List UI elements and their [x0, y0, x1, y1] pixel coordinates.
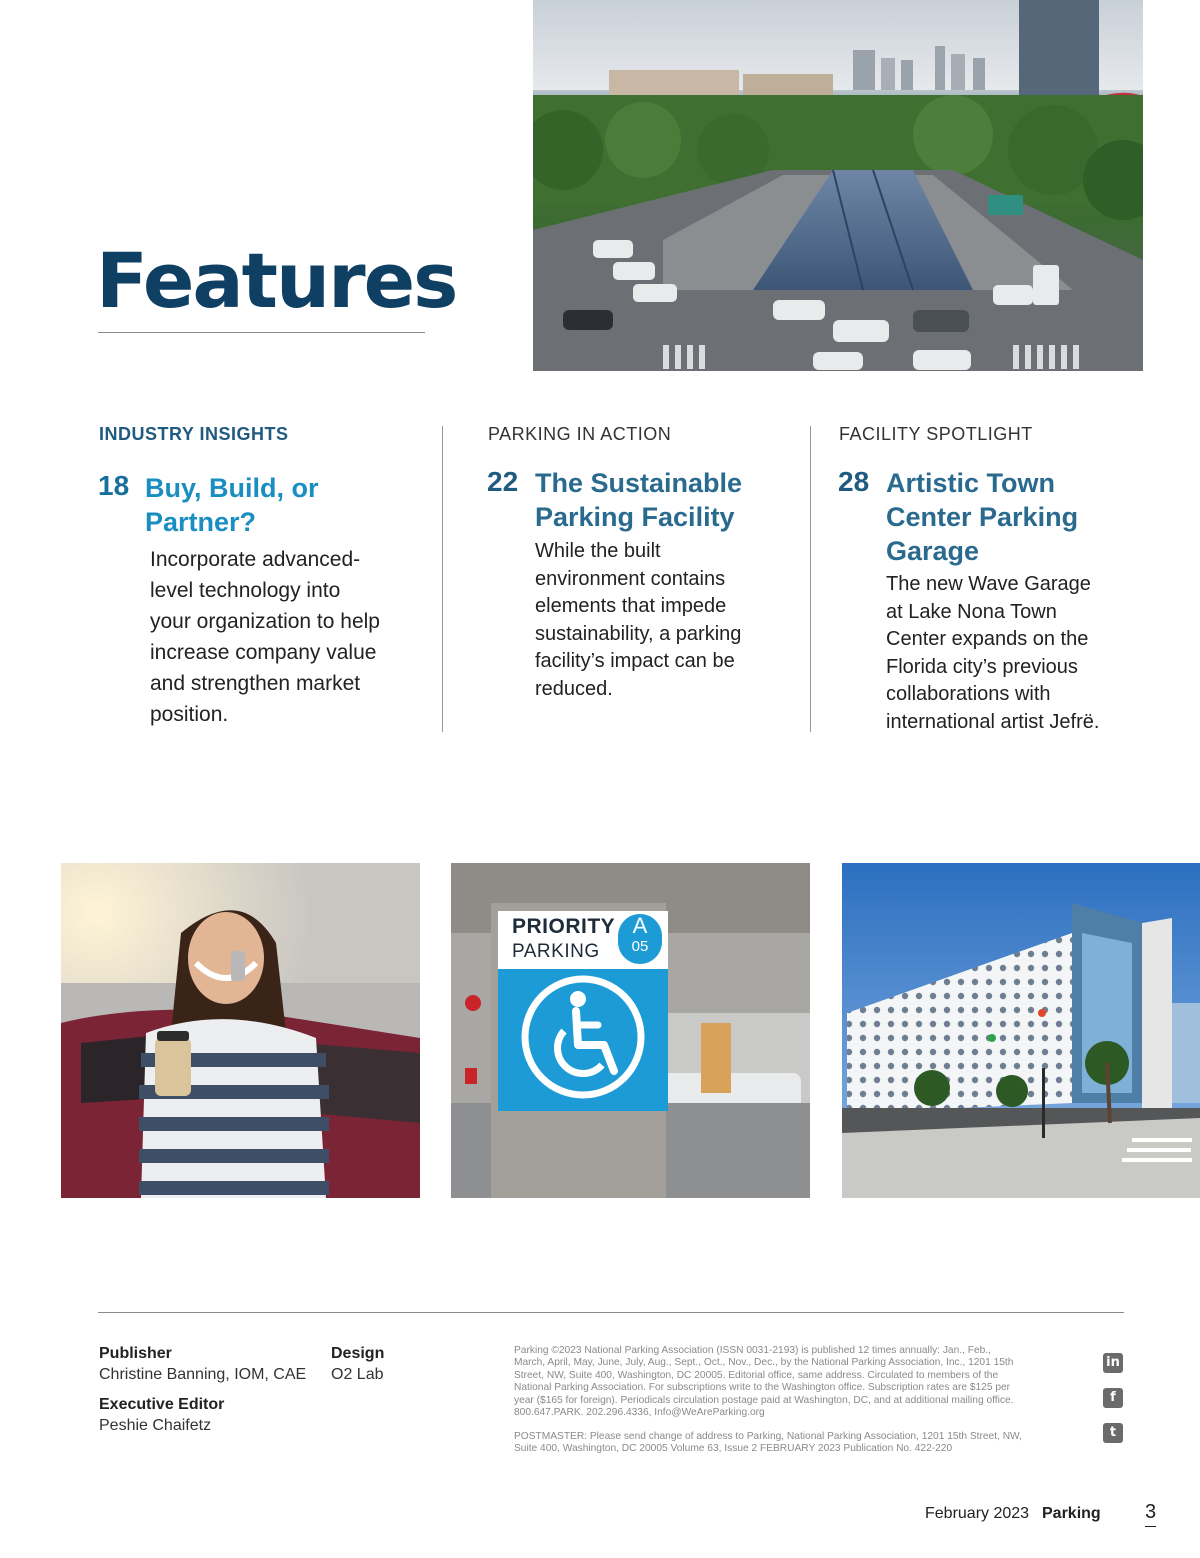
description-line: While the built [535, 540, 661, 562]
legal-line: year ($165 for foreign). Periodicals circulation postage paid at Washington, DC, and at additional mailing office. [514, 1394, 1014, 1406]
postmaster-notice [514, 1431, 1084, 1456]
photo-artistic-garage [842, 863, 1200, 1198]
page-number: 3 [1145, 1501, 1156, 1527]
sign-badge-number: 05 [631, 938, 649, 955]
article-page-number: 22 [487, 466, 519, 497]
description-line: increase company value [150, 641, 377, 664]
footer-divider [98, 1312, 1124, 1313]
description-line: position. [150, 703, 229, 726]
article-page-number: 28 [838, 466, 870, 497]
article-page-number: 18 [98, 470, 130, 501]
sign-badge [618, 914, 662, 964]
title-divider [98, 332, 425, 333]
headline-line: Garage [886, 536, 980, 566]
tumblr-icon[interactable]: t [1103, 1423, 1123, 1443]
sign-blue-panel [498, 969, 668, 1111]
section-kicker-parking-in-action: PARKING IN ACTION [488, 424, 672, 444]
description-line: sustainability, a parking [535, 622, 742, 645]
legal-line: National Parking Association. For subscriptions write to the Washington office. Subscription rates are $125 per [514, 1382, 1011, 1394]
sign-line-priority: PRIORITY [512, 915, 616, 938]
description-line: Center expands on the [886, 628, 1089, 650]
description-line: international artist Jefrë. [886, 710, 1100, 733]
legal-notice [514, 1345, 1084, 1419]
credit-value-executive-editor: Peshie Chaifetz [99, 1417, 212, 1434]
description-line: facility’s impact can be [535, 650, 735, 672]
issue-date: February 2023 [925, 1505, 1030, 1522]
artistic-garage-illustration [842, 863, 1200, 1198]
legal-line: 800.647.PARK. 202.296.4336, Info@WeAreParking.org [514, 1407, 765, 1419]
headline-line: Parking Facility [535, 502, 735, 532]
solar-carport-illustration [533, 0, 1143, 371]
article-headline[interactable] [535, 466, 742, 534]
credit-value-publisher: Christine Banning, IOM, CAE [99, 1366, 307, 1383]
hero-image-solar-carport [533, 0, 1143, 371]
article-description [150, 544, 380, 730]
column-divider [810, 426, 811, 732]
credit-label-design: Design [331, 1345, 385, 1362]
section-kicker-facility-spotlight: FACILITY SPOTLIGHT [839, 424, 1033, 444]
description-line: level technology into [150, 579, 341, 602]
sign-badge-letter: A [632, 913, 648, 938]
publication-name: Parking [1042, 1505, 1101, 1522]
postmaster-line: POSTMASTER: Please send change of address to Parking, National Parking Association, 1201 15th Street, NW, [514, 1431, 1022, 1442]
sign-line-parking: PARKING [512, 941, 600, 962]
article-headline[interactable] [886, 466, 1078, 568]
page-title: Features [96, 236, 457, 325]
photo-woman-on-phone [61, 863, 420, 1198]
linkedin-icon[interactable]: in [1103, 1353, 1123, 1373]
description-line: collaborations with [886, 683, 1051, 705]
credit-label-executive-editor: Executive Editor [99, 1396, 225, 1413]
section-kicker-industry-insights: INDUSTRY INSIGHTS [99, 424, 289, 444]
description-line: elements that impede [535, 595, 727, 617]
column-divider [442, 426, 443, 732]
priority-parking-sign [498, 911, 668, 1111]
headline-line: The Sustainable [535, 468, 743, 498]
woman-on-phone-illustration [61, 863, 420, 1198]
article-headline[interactable] [145, 471, 319, 539]
photo-priority-parking-sign [451, 863, 810, 1198]
headline-line: Center Parking [886, 502, 1079, 532]
description-line: The new Wave Garage [886, 573, 1091, 595]
description-line: reduced. [535, 677, 613, 700]
credit-label-publisher: Publisher [99, 1345, 172, 1362]
headline-line: Artistic Town [886, 468, 1056, 498]
facebook-icon[interactable]: f [1103, 1388, 1123, 1408]
headline-line: Partner? [145, 507, 257, 537]
description-line: at Lake Nona Town [886, 600, 1057, 623]
legal-line: Parking ©2023 National Parking Association (ISSN 0031-2193) is published 12 times annually: Jan., Feb., [514, 1345, 991, 1356]
description-line: Incorporate advanced- [150, 548, 361, 571]
description-line: your organization to help [150, 610, 380, 633]
postmaster-line: Suite 400, Washington, DC 20005 Volume 63, Issue 2 FEBRUARY 2023 Publication No. 422-220 [514, 1443, 953, 1455]
credit-value-design: O2 Lab [331, 1366, 384, 1383]
article-description [886, 571, 1099, 736]
description-line: and strengthen market [150, 672, 361, 695]
headline-line: Buy, Build, or [145, 473, 319, 503]
article-description [535, 538, 741, 703]
description-line: Florida city’s previous [886, 655, 1078, 678]
wheelchair-icon [498, 969, 668, 1111]
description-line: environment contains [535, 567, 726, 590]
legal-line: March, April, May, June, July, Aug., Sept., Oct., Nov., Dec., by the National Parking Association, Inc., 1201 15th [514, 1357, 1014, 1369]
legal-line: Street, NW, Suite 400, Washington, DC 20005. Editorial office, same address. Circulated to members of the [514, 1369, 999, 1381]
